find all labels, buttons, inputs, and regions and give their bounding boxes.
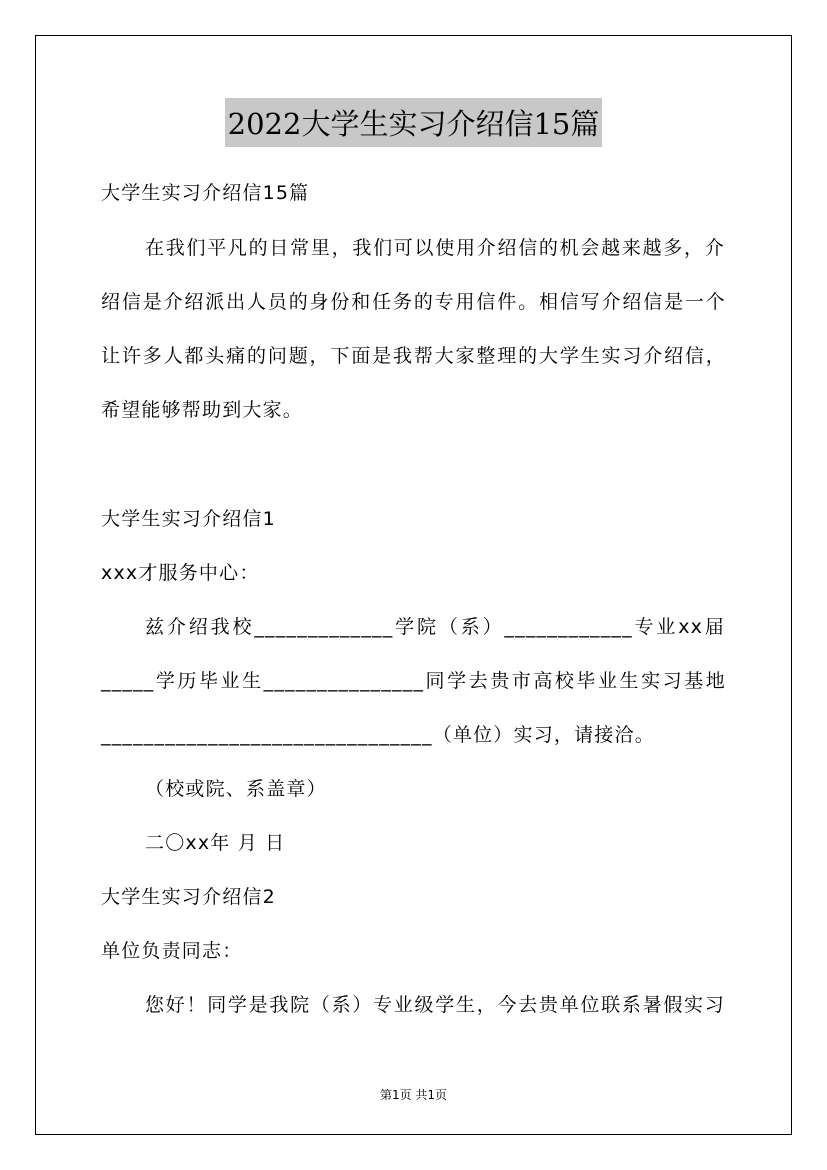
letter1-recipient: xxx才服务中心： <box>101 562 260 584</box>
page-footer: 第1页 共1页 <box>379 1088 448 1102</box>
intro-line: 希望能够帮助到大家。 <box>101 399 304 421</box>
letter1-heading: 大学生实习介绍信1 <box>101 508 276 530</box>
title-container <box>0 98 827 147</box>
intro-line: 绍信是介绍派出人员的身份和任务的专用信件。相信写介绍信是一个 <box>101 291 726 313</box>
letter1-body-line: 兹介绍我校_____________学院（系）____________专业xx届 <box>145 616 725 638</box>
document-subtitle: 大学生实习介绍信15篇 <box>101 182 310 204</box>
intro-line: 在我们平凡的日常里，我们可以使用介绍信的机会越来越多，介 <box>145 237 725 259</box>
letter2-recipient: 单位负责同志： <box>101 940 243 962</box>
letter1-body-line: _______________________________（单位）实习，请接洽。 <box>101 724 655 746</box>
letter1-date: 二〇xx年 月 日 <box>145 832 286 854</box>
letter1-body-line: _____学历毕业生_______________同学去贵市高校毕业生实习基地 <box>101 670 726 692</box>
letter2-heading: 大学生实习介绍信2 <box>101 886 276 908</box>
intro-line: 让许多人都头痛的问题，下面是我帮大家整理的大学生实习介绍信， <box>101 345 726 367</box>
letter1-seal: （校或院、系盖章） <box>145 778 327 800</box>
letter2-body-line: 您好！同学是我院（系）专业级学生，今去贵单位联系暑假实习 <box>145 994 725 1016</box>
document-title: 2022大学生实习介绍信15篇 <box>225 98 603 147</box>
